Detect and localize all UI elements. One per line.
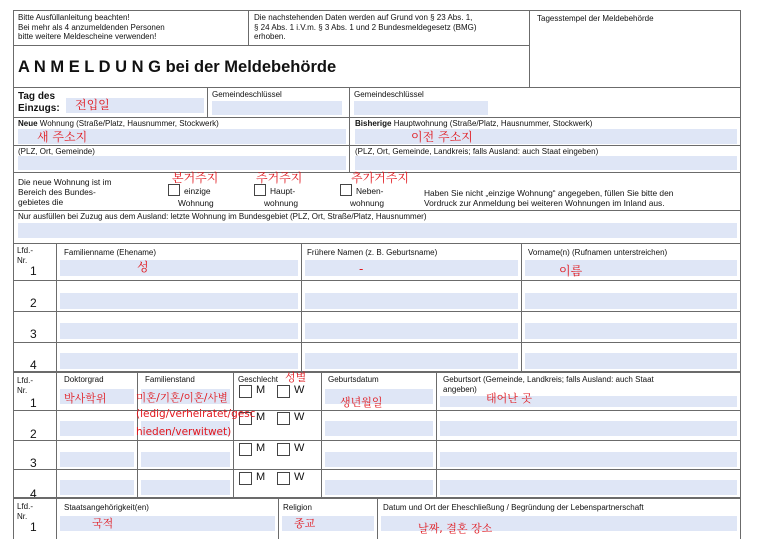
abroad-field[interactable] <box>18 223 737 238</box>
note-ort: 태어난 곳 <box>486 392 533 405</box>
option-note-einzige: 본거주지 <box>172 171 219 185</box>
residence-intro-line: Die neue Wohnung ist im <box>18 177 112 187</box>
lfd-label <box>17 246 33 265</box>
gemeinde-key-field-old[interactable] <box>354 101 488 115</box>
family-name-field-4[interactable] <box>60 353 298 369</box>
female-label: W <box>294 442 305 454</box>
checkbox-female-2[interactable] <box>277 412 290 425</box>
doktorgrad-field-4[interactable] <box>60 480 134 495</box>
notice-line: bitte weitere Meldescheine verwenden! <box>18 32 157 41</box>
header-legal <box>254 13 529 42</box>
given-name-field-4[interactable] <box>525 353 737 369</box>
gemeinde-key-label-old: Gemeindeschlüssel <box>354 90 424 99</box>
given-name-field-1[interactable] <box>525 260 737 276</box>
move-in-label-line: Tag des <box>18 91 56 102</box>
family-name-field-1[interactable] <box>60 260 298 276</box>
note-stand-2: (ledig/verheiratet/gesc <box>136 408 256 420</box>
legal-line: Die nachstehenden Daten werden auf Grund von § 23 Abs. 1, <box>254 13 473 22</box>
col-geburtsort-line: Geburtsort (Gemeinde, Landkreis; falls Ausland: auch Staat <box>443 375 654 384</box>
option-line-2: wohnung <box>350 198 384 208</box>
checkbox-male-4[interactable] <box>239 472 252 485</box>
gemeinde-key-field-new[interactable] <box>212 101 342 115</box>
family-name-field-2[interactable] <box>60 293 298 309</box>
gemeinde-key-label-new: Gemeindeschlüssel <box>212 90 282 99</box>
note-doktor: 박사학위 <box>64 392 107 405</box>
note-geschlecht: 성별 <box>285 371 307 384</box>
old-address-rest: Hauptwohnung (Straße/Platz, Hausnummer, Stockwerk) <box>391 119 593 128</box>
col-staatsangehoerigkeit: Staatsangehörigkeit(en) <box>64 503 149 512</box>
row-number: 2 <box>30 296 37 310</box>
lfd-line: Lfd.- <box>17 246 34 255</box>
lfd-line: Nr. <box>17 255 28 265</box>
residence-intro-line: Bereich des Bundes- <box>18 187 96 197</box>
plz-old-field[interactable] <box>355 156 737 170</box>
lfd-line: Lfd.- <box>17 376 34 385</box>
page-title <box>18 58 336 77</box>
note-religion: 종교 <box>294 517 316 530</box>
geburtsort-field-1[interactable] <box>440 396 737 407</box>
new-address-bold: Neue <box>18 119 38 128</box>
geburtsort-field-2[interactable] <box>440 421 737 436</box>
row-number: 4 <box>30 358 37 372</box>
residence-hint <box>424 188 673 208</box>
former-name-field-3[interactable] <box>305 323 518 339</box>
row-number: 1 <box>30 520 37 534</box>
old-address-note: 이전 주소지 <box>411 130 473 144</box>
old-address-label <box>355 119 592 129</box>
note-datum: 생년월일 <box>340 396 383 409</box>
note-ehe: 날짜, 결혼 장소 <box>418 522 493 535</box>
male-label: M <box>256 442 266 454</box>
col-family-name: Familienname (Ehename) <box>64 248 157 257</box>
geburtsort-field-4[interactable] <box>440 480 737 495</box>
abroad-label: Nur ausfüllen bei Zuzug aus dem Ausland: letzte Wohnung im Bundesgebiet (PLZ, Ort, Straße/Platz, Hausnummer) <box>18 212 427 221</box>
col-eheschliessung: Datum und Ort der Eheschließung / Begründung der Lebenspartnerschaft <box>383 503 644 512</box>
lfd-label <box>17 376 33 395</box>
lfd-line: Lfd.- <box>17 502 34 511</box>
given-name-field-3[interactable] <box>525 323 737 339</box>
female-label: W <box>294 384 305 396</box>
geburtsort-field-3[interactable] <box>440 452 737 467</box>
move-in-label <box>18 91 60 114</box>
row-number: 1 <box>30 396 37 410</box>
plz-old-label: (PLZ, Ort, Gemeinde, Landkreis; falls Ausland: auch Staat eingeben) <box>355 147 599 156</box>
row-number: 2 <box>30 427 37 441</box>
female-label: W <box>294 471 305 483</box>
col-religion: Religion <box>283 503 312 512</box>
given-name-field-2[interactable] <box>525 293 737 309</box>
option-einzige <box>184 186 211 196</box>
new-address-note: 새 주소지 <box>37 130 88 144</box>
option-line-2: wohnung <box>264 198 298 208</box>
col-geburtsdatum: Geburtsdatum <box>328 375 379 384</box>
legal-line: § 24 Abs. 1 i.V.m. § 3 Abs. 1 und 2 Bundesmeldegesetz (BMG) <box>254 22 477 32</box>
note-stand-3: hieden/verwitwet) <box>136 426 232 438</box>
option-line: Haupt- <box>270 186 296 196</box>
note-staat: 국적 <box>92 517 114 530</box>
plz-new-field[interactable] <box>18 156 346 170</box>
row-number: 3 <box>30 327 37 341</box>
option-line-2: Wohnung <box>178 198 214 208</box>
col-doktorgrad: Doktorgrad <box>64 375 104 384</box>
notice-line: Bei mehr als 4 anzumeldenden Personen <box>18 22 165 32</box>
doktorgrad-field-3[interactable] <box>60 452 134 467</box>
title-spaced: A N M E L D U N G <box>18 58 162 76</box>
lfd-label <box>17 502 33 521</box>
family-name-field-3[interactable] <box>60 323 298 339</box>
plz-new-label: (PLZ, Ort, Gemeinde) <box>18 147 95 156</box>
row-number: 4 <box>30 487 37 501</box>
row-number: 1 <box>30 264 37 278</box>
checkbox-male-3[interactable] <box>239 443 252 456</box>
checkbox-female-1[interactable] <box>277 385 290 398</box>
residence-intro-line: gebietes die <box>18 197 64 207</box>
note-family: 성 <box>137 260 149 274</box>
move-in-label-line: Einzugs: <box>18 102 60 114</box>
option-line: Neben- <box>356 186 384 196</box>
residence-hint-line: Haben Sie nicht „einzige Wohnung“ angegeben, füllen Sie bitte den <box>424 188 674 198</box>
col-geburtsort <box>443 375 654 394</box>
checkbox-female-4[interactable] <box>277 472 290 485</box>
female-label: W <box>294 411 305 423</box>
geburtsdatum-field-3[interactable] <box>325 452 433 467</box>
col-given-names: Vorname(n) (Rufnamen unterstreichen) <box>528 248 668 257</box>
stamp-label: Tagesstempel der Meldebehörde <box>537 14 654 23</box>
checkbox-male-1[interactable] <box>239 385 252 398</box>
note-former: - <box>359 262 364 276</box>
old-address-bold: Bisherige <box>355 119 392 128</box>
familienstand-field-3[interactable] <box>141 452 230 467</box>
familienstand-field-4[interactable] <box>141 480 230 495</box>
former-name-field-1[interactable] <box>305 260 518 276</box>
legal-line: erhoben. <box>254 32 286 41</box>
male-label: M <box>256 384 266 396</box>
male-label: M <box>256 471 266 483</box>
lfd-line: Nr. <box>17 511 28 521</box>
move-in-note: 전입일 <box>75 98 110 112</box>
note-stand: 미혼/기혼/이혼/사별 <box>136 392 228 404</box>
geburtsdatum-field-2[interactable] <box>325 421 433 436</box>
male-label: M <box>256 411 266 423</box>
col-former-names: Frühere Namen (z. B. Geburtsname) <box>307 248 438 257</box>
row-number: 3 <box>30 456 37 470</box>
option-note-neben: 추가거주지 <box>351 171 409 185</box>
residence-intro <box>18 177 111 207</box>
residence-hint-line: Vordruck zur Anmeldung bei weiteren Wohnungen im Inland aus. <box>424 198 665 208</box>
notice-line: Bitte Ausfüllanleitung beachten! <box>18 13 130 22</box>
option-line: einzige <box>184 186 211 196</box>
title-rest: bei der Meldebehörde <box>161 58 337 76</box>
doktorgrad-field-2[interactable] <box>60 421 134 436</box>
former-name-field-2[interactable] <box>305 293 518 309</box>
checkbox-female-3[interactable] <box>277 443 290 456</box>
col-geschlecht: Geschlecht <box>238 375 279 384</box>
header-notice <box>18 13 248 42</box>
former-name-field-4[interactable] <box>305 353 518 369</box>
option-note-haupt: 주거주지 <box>256 171 303 185</box>
lfd-line: Nr. <box>17 385 28 395</box>
new-address-rest: Wohnung (Straße/Platz, Hausnummer, Stockwerk) <box>37 119 219 128</box>
col-familienstand: Familienstand <box>145 375 195 384</box>
geburtsdatum-field-4[interactable] <box>325 480 433 495</box>
col-geburtsort-line: angeben) <box>443 384 477 394</box>
note-given: 이름 <box>559 264 583 278</box>
